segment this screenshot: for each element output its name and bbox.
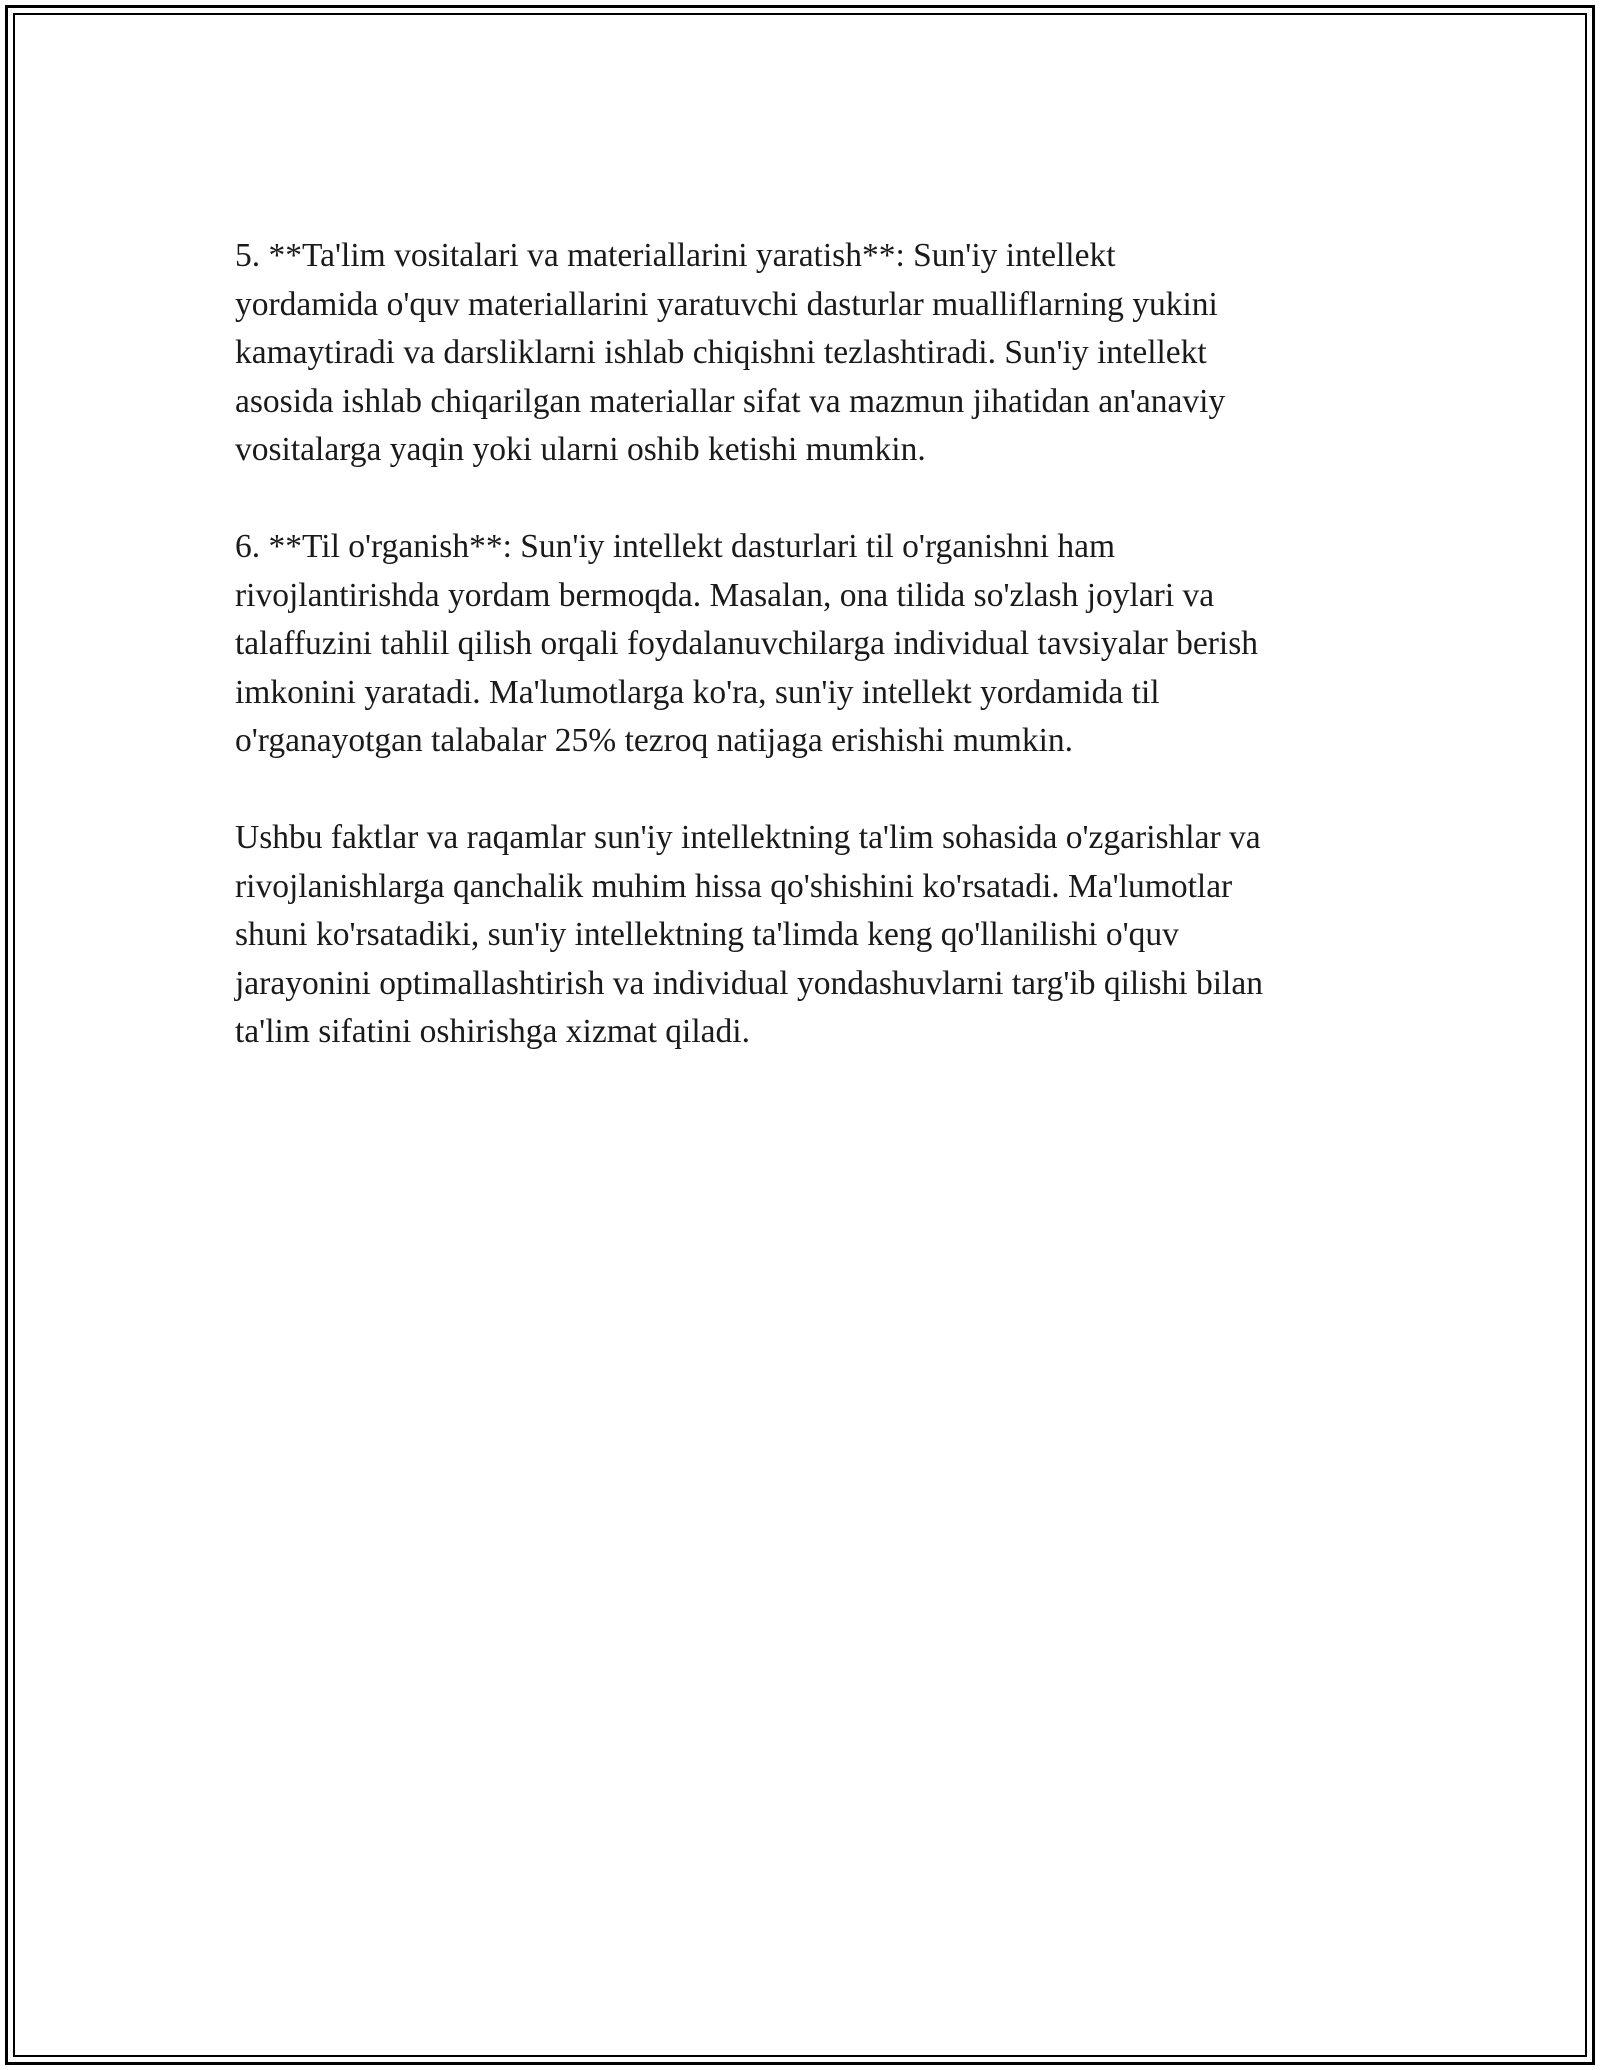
paragraph-conclusion xyxy=(235,814,1375,1057)
text-line: asosida ishlab chiqarilgan materiallar sifat va mazmun jihatidan an'anaviy xyxy=(235,382,1226,420)
text-line: vositalarga yaqin yoki ularni oshib ketishi mumkin. xyxy=(235,431,926,468)
text-line: talaffuzini tahlil qilish orqali foydalanuvchilarga individual tavsiyalar berish xyxy=(235,625,1259,662)
text-line: kamaytiradi va darsliklarni ishlab chiqishni tezlashtiradi. Sun'iy intellekt xyxy=(235,334,1207,371)
document-body xyxy=(235,232,1375,1105)
text-line: jarayonini optimallashtirish va individual yondashuvlarni targ'ib qilishi bilan xyxy=(235,964,1263,1002)
text-line: imkonini yaratadi. Ma'lumotlarga ko'ra, sun'iy intellekt yordamida til xyxy=(235,673,1160,711)
text-line: 5. **Ta'lim vositalari va materiallarini yaratish**: Sun'iy intellekt xyxy=(235,237,1116,274)
paragraph-ai-learning-materials xyxy=(235,232,1375,475)
text-line: ta'lim sifatini oshirishga xizmat qiladi. xyxy=(235,1013,750,1050)
text-line: o'rganayotgan talabalar 25% tezroq natijaga erishishi mumkin. xyxy=(235,722,1074,759)
text-line: 6. **Til o'rganish**: Sun'iy intellekt dasturlari til o'rganishni ham xyxy=(235,528,1116,565)
text-line: rivojlantirishda yordam bermoqda. Masalan, ona tilida so'zlash joylari va xyxy=(235,576,1215,614)
text-line: shuni ko'rsatadiki, sun'iy intellektning ta'limda keng qo'llanilishi o'quv xyxy=(235,916,1179,953)
paragraph-language-learning xyxy=(235,523,1375,766)
text-line: rivojlanishlarga qanchalik muhim hissa qo'shishini ko'rsatadi. Ma'lumotlar xyxy=(235,867,1233,905)
text-line: yordamida o'quv materiallarini yaratuvchi dasturlar mualliflarning yukini xyxy=(235,285,1218,323)
text-line: Ushbu faktlar va raqamlar sun'iy intellektning ta'lim sohasida o'zgarishlar va xyxy=(235,819,1261,856)
